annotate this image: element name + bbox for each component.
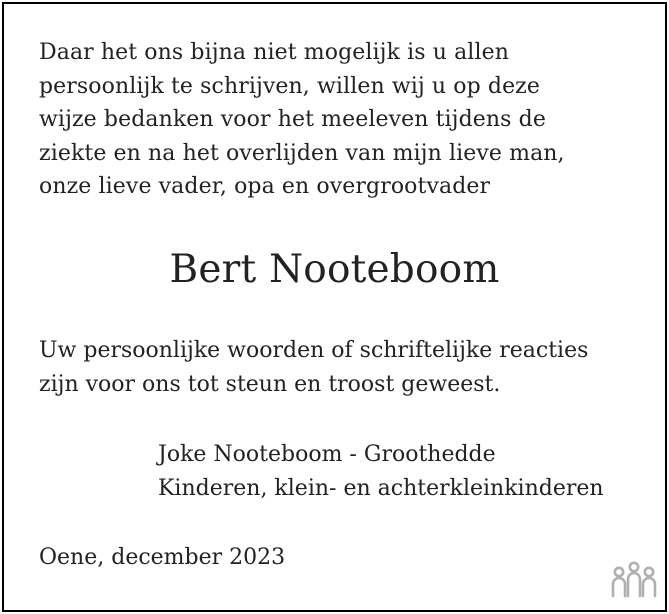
family-icon <box>610 561 658 599</box>
thanks-line: zijn voor ons tot steun en troost geweest. <box>39 371 501 397</box>
signer-line: Kinderen, klein- en achterkleinkinderen <box>158 475 604 501</box>
intro-line: wijze bedanken voor het meeleven tijdens de <box>39 107 546 132</box>
intro-line: onze lieve vader, opa en overgrootvader <box>39 174 491 199</box>
intro-line: persoonlijk te schrijven, willen wij u op deze <box>39 73 540 99</box>
intro-text <box>39 36 565 204</box>
intro-line: Daar het ons bijna niet mogelijk is u allen <box>39 40 509 65</box>
place-date: Oene, december 2023 <box>39 545 286 570</box>
signers <box>158 438 604 505</box>
thanks-line: Uw persoonlijke woorden of schriftelijke reacties <box>39 338 589 363</box>
intro-line: ziekte en na het overlijden van mijn lieve man, <box>39 140 565 166</box>
deceased-name: Bert Nooteboom <box>169 247 500 292</box>
thanks-text <box>39 334 588 401</box>
signer-line: Joke Nooteboom - Groothedde <box>158 442 496 467</box>
